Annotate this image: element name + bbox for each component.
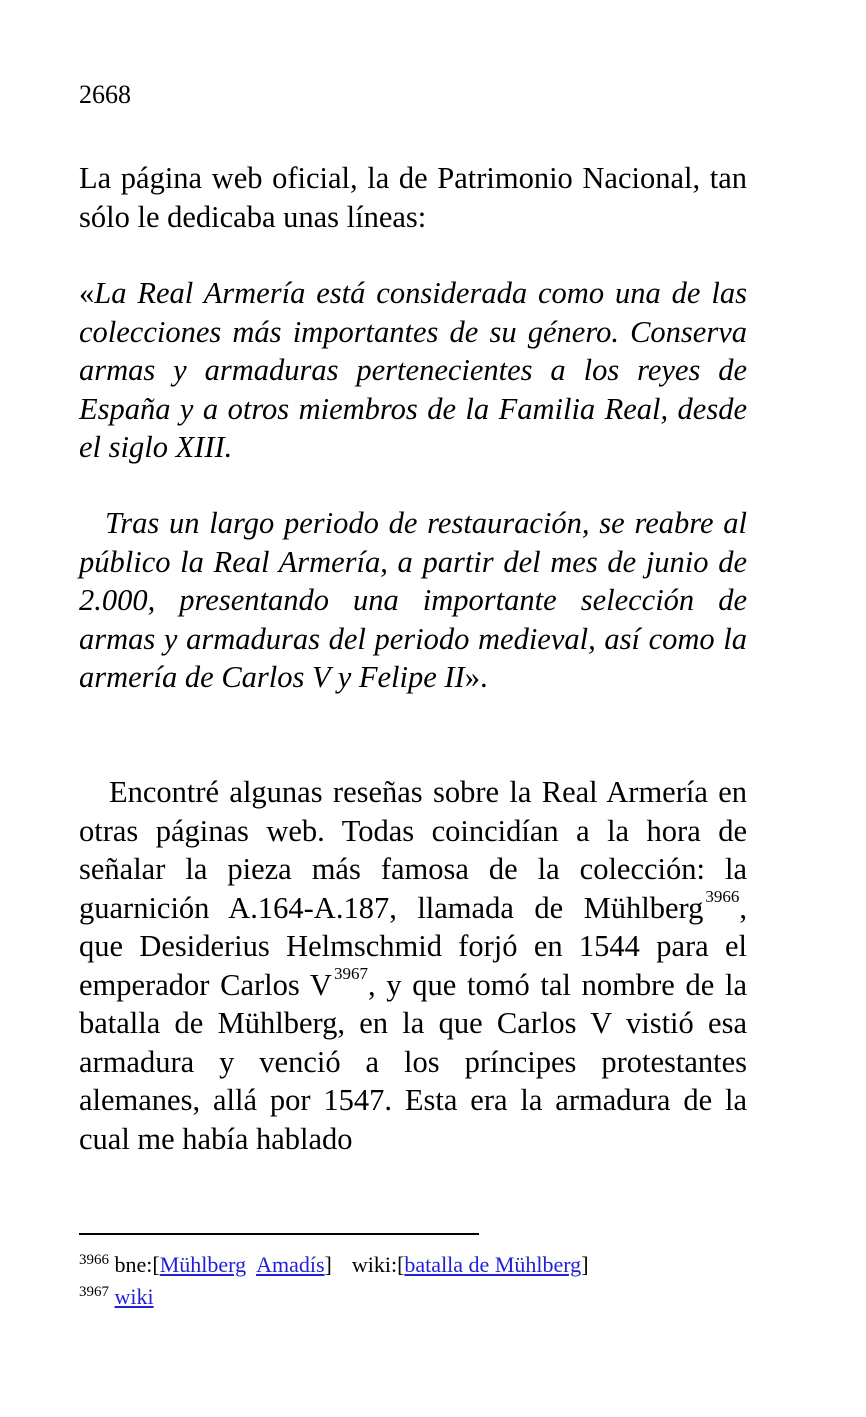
page-number: 2668 (79, 80, 131, 109)
footnote-number: 3967 (79, 1284, 109, 1300)
bne-link-muhlberg[interactable]: Mühlberg (159, 1252, 247, 1277)
wiki-suffix: ] (581, 1252, 589, 1277)
footnotes (79, 1249, 759, 1313)
bne-prefix: bne:[ (114, 1252, 160, 1277)
wiki-link[interactable]: wiki (114, 1284, 154, 1309)
quote-open-mark: « (79, 276, 95, 310)
bne-link-amadis[interactable]: Amadís (256, 1252, 325, 1277)
bne-suffix: ] (324, 1252, 332, 1277)
footnote-number: 3966 (79, 1252, 109, 1268)
body-paragraph-3 (79, 773, 747, 1158)
footnote-ref-3967[interactable]: 3967 (333, 964, 368, 984)
footnote-divider (79, 1233, 479, 1235)
footnote-3966 (79, 1249, 759, 1281)
footnote-3967 (79, 1281, 759, 1313)
quote-paragraph-2 (79, 504, 747, 697)
quote-2-text: Tras un largo periodo de restauración, se reabre al público la Real Armería, a partir del mes de junio de 2.000, presentando una importante selección de armas y armaduras del periodo medieval, así como la armería de Carlos V y Felipe II (79, 506, 747, 694)
para3-part1: Encontré algunas reseñas sobre la Real Armería en otras páginas web. Todas coincidían a la hora de señalar la pieza más famosa de la colección: la guarnición A.164-A.187, llamada de Mühlberg (79, 775, 747, 925)
footnote-ref-3966[interactable]: 3966 (705, 887, 740, 907)
quote-1-text: La Real Armería está considerada como una de las colecciones más importantes de su género. Conserva armas y armaduras pertenecientes a los reyes de España y a otros miembros de la Familia Real, desde el siglo XIII. (79, 276, 747, 464)
para3-part3: , y que tomó tal nombre de la batalla de Mühlberg, en la que Carlos V vistió esa armadura y venció a los príncipes protestantes alemanes, allá por 1547. Esta era la armadura de la cual me había hablado (79, 967, 747, 1156)
wiki-link-batalla[interactable]: batalla de Mühlberg (404, 1252, 582, 1277)
quote-paragraph-1 (79, 274, 747, 467)
quote-close-mark: ». (464, 660, 488, 694)
para3-part2: , que Desiderius Helmschmid forjó en 1544 para el emperador Carlos V (79, 890, 747, 1002)
wiki-prefix: wiki:[ (351, 1252, 405, 1277)
intro-paragraph: La página web oficial, la de Patrimonio Nacional, tan sólo le dedicaba unas líneas: (79, 161, 747, 234)
